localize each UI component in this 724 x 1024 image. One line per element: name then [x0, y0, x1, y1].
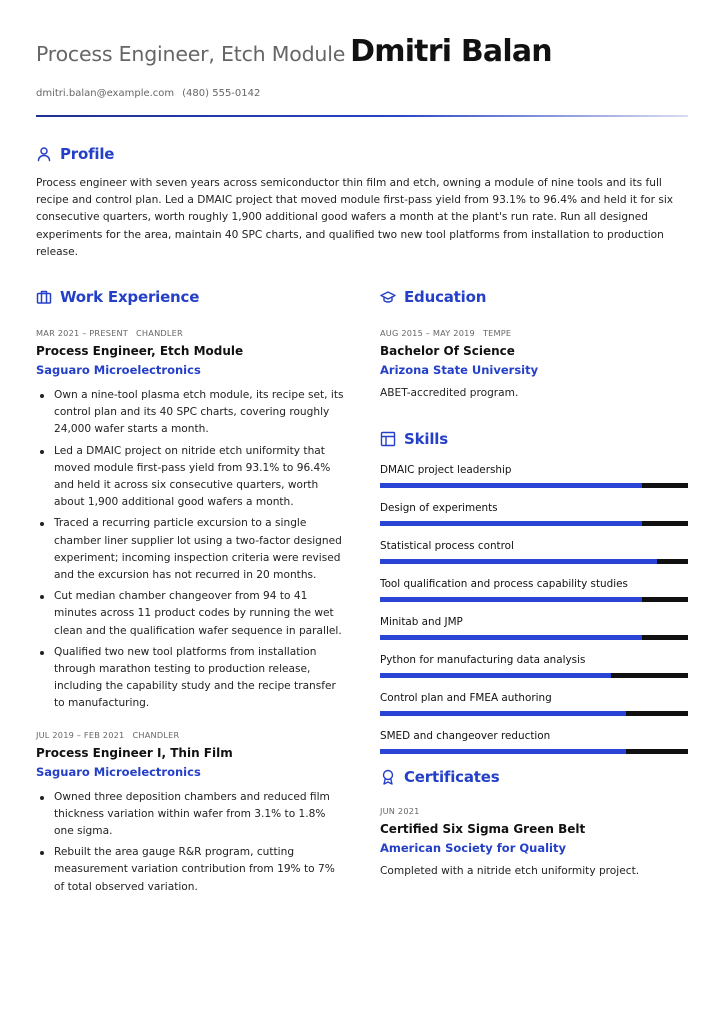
- profile-title: Profile: [60, 145, 115, 163]
- bullet-item: Cut median chamber changeover from 94 to 41 minutes across 11 product codes by running the wet clean and the qualification wafer sequence in parallel.: [36, 588, 348, 640]
- skill-item: [380, 730, 688, 754]
- skill-level-fill: [380, 749, 626, 754]
- work-experience-title: Work Experience: [60, 288, 200, 306]
- skill-label: Tool qualification and process capability studies: [380, 578, 628, 590]
- skill-item: [380, 540, 688, 564]
- certificates-section: [380, 768, 688, 877]
- skill-label: Design of experiments: [380, 502, 498, 514]
- education-title: Education: [404, 288, 487, 306]
- education-meta: [380, 328, 688, 338]
- contact-line: [36, 88, 260, 99]
- skill-level-fill: [380, 483, 642, 488]
- education-section: [380, 288, 688, 399]
- job-meta: [36, 730, 348, 740]
- graduation-cap-icon: [380, 289, 396, 305]
- bullet-item: Owned three deposition chambers and reduced film thickness variation within wafer from 3.1% to 1.8% one sigma.: [36, 789, 348, 841]
- skill-label: DMAIC project leadership: [380, 464, 512, 476]
- skill-item: [380, 654, 688, 678]
- skill-level-bar: [380, 559, 688, 564]
- certificate-date: JUN 2021: [380, 806, 420, 816]
- certificates-title: Certificates: [404, 768, 500, 786]
- education-location: TEMPE: [482, 328, 512, 338]
- work-experience-section: [36, 288, 348, 900]
- job-location: CHANDLER: [136, 328, 183, 338]
- job-dates: MAR 2021 – PRESENT: [36, 328, 128, 338]
- skills-title: Skills: [404, 430, 448, 448]
- company-name: Saguaro Microelectronics: [36, 764, 201, 779]
- degree-name: Bachelor Of Science: [380, 344, 515, 358]
- user-icon: [36, 146, 52, 162]
- header-divider: [36, 115, 688, 117]
- email-link[interactable]: dmitri.balan@example.com: [36, 88, 175, 99]
- skill-level-bar: [380, 483, 688, 488]
- certificate-description: Completed with a nitride etch uniformity project.: [380, 865, 640, 877]
- skill-level-fill: [380, 635, 642, 640]
- skill-level-bar: [380, 711, 688, 716]
- certificate-name: Certified Six Sigma Green Belt: [380, 822, 586, 836]
- profile-summary: Process engineer with seven years across semiconductor thin film and etch, owning a module of nine tools and its full recipe and control plan. Led a DMAIC project that moved module first-pass yield from 93.1% to 96.4% and held it for six consecutive quarters, worth roughly 1,900 additional good wafers a month at the plant's run rate. Run all designed experiments for the area, maintain 40 SPC charts, and qualified two new tool platforms from installation to production release.: [36, 177, 674, 258]
- job-title: Process Engineer, Etch Module: [36, 344, 244, 358]
- certificates-heading: [380, 768, 688, 786]
- bullet-item: Led a DMAIC project on nitride etch uniformity that moved module first-pass yield from 93.1% to 96.4% and held it across six consecutive quarters, worth about 1,900 additional good wafers a month.: [36, 443, 348, 512]
- school-name: Arizona State University: [380, 363, 539, 377]
- certificate-issuer: American Society for Quality: [380, 841, 566, 855]
- profile-heading: [36, 145, 688, 163]
- job-location: CHANDLER: [132, 729, 180, 740]
- layout-icon: [380, 431, 396, 447]
- skills-list: [380, 464, 688, 754]
- skills-heading: [380, 430, 688, 448]
- bullet-item: Own a nine-tool plasma etch module, its recipe set, its control plan and its 40 SPC charts, covering roughly 24,000 wafer starts a month.: [36, 387, 348, 439]
- job-entry: [36, 328, 348, 713]
- education-description: ABET-accredited program.: [380, 387, 519, 399]
- job-role-heading: Process Engineer, Etch Module: [36, 42, 346, 66]
- job-dates: JUL 2019 – FEB 2021: [36, 729, 125, 740]
- profile-section: [36, 145, 688, 261]
- skill-level-fill: [380, 521, 642, 526]
- skill-item: [380, 692, 688, 716]
- resume-page: [36, 0, 688, 1024]
- skill-level-fill: [380, 559, 657, 564]
- job-meta: [36, 328, 348, 338]
- skill-level-fill: [380, 597, 642, 602]
- skill-level-bar: [380, 749, 688, 754]
- award-icon: [380, 769, 396, 785]
- right-column: [380, 288, 688, 877]
- skill-label: Statistical process control: [380, 540, 514, 552]
- skill-item: [380, 464, 688, 488]
- skill-level-fill: [380, 673, 611, 678]
- skill-level-bar: [380, 597, 688, 602]
- job-entry: [36, 730, 348, 896]
- skill-level-bar: [380, 635, 688, 640]
- candidate-name: Dmitri Balan: [350, 34, 552, 69]
- work-experience-heading: [36, 288, 348, 306]
- skill-label: Python for manufacturing data analysis: [380, 654, 586, 666]
- job-bullets: [36, 387, 348, 713]
- skill-item: [380, 502, 688, 526]
- company-name: Saguaro Microelectronics: [36, 363, 201, 377]
- skill-label: Control plan and FMEA authoring: [380, 692, 552, 704]
- briefcase-icon: [36, 289, 52, 305]
- skill-label: SMED and changeover reduction: [380, 730, 551, 742]
- skill-level-fill: [380, 711, 626, 716]
- skill-item: [380, 616, 688, 640]
- skill-level-bar: [380, 673, 688, 678]
- education-heading: [380, 288, 688, 306]
- bullet-item: Qualified two new tool platforms from installation through marathon testing to production release, including the capability study and the recipe transfer to manufacturing.: [36, 644, 348, 713]
- bullet-item: Rebuilt the area gauge R&R program, cutting measurement variation contribution from 19% to 7% of total observed variation.: [36, 844, 348, 896]
- skill-level-bar: [380, 521, 688, 526]
- job-bullets: [36, 789, 348, 896]
- skill-item: [380, 578, 688, 602]
- skill-label: Minitab and JMP: [380, 616, 463, 628]
- education-dates: AUG 2015 – MAY 2019: [380, 328, 475, 338]
- bullet-item: Traced a recurring particle excursion to a single chamber liner supplier lot using a two-factor designed experiment; incoming inspection criteria were revised and the excursion has not recurred in 20 months.: [36, 515, 348, 584]
- resume-header: [36, 34, 688, 69]
- job-title: Process Engineer I, Thin Film: [36, 745, 233, 760]
- phone-number: (480) 555-0142: [182, 88, 261, 99]
- skills-section: [380, 430, 688, 754]
